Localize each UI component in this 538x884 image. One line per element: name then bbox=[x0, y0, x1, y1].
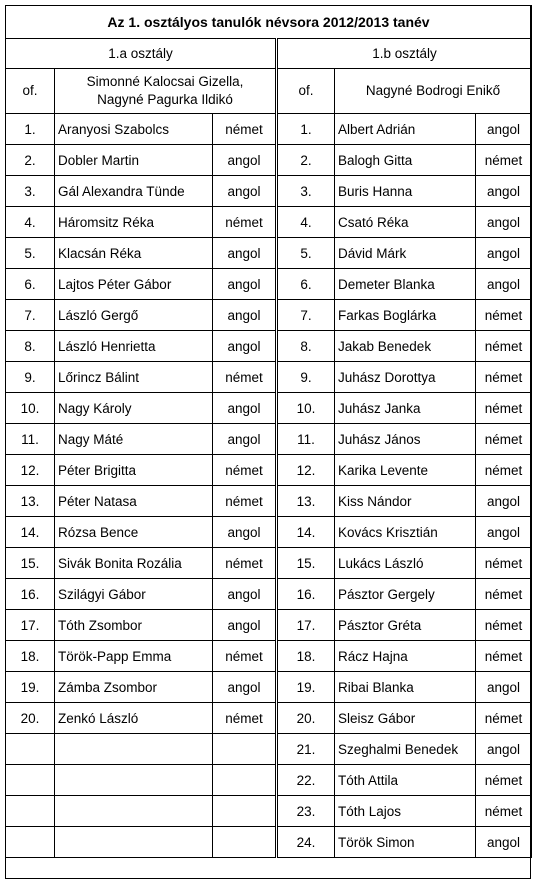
class-a-student-name bbox=[55, 734, 213, 765]
class-b-language: német bbox=[476, 610, 532, 641]
class-b-number: 12. bbox=[277, 455, 335, 486]
class-b-language: német bbox=[476, 300, 532, 331]
table-row bbox=[6, 455, 532, 486]
class-a-student-name: László Henrietta bbox=[55, 331, 213, 362]
class-b-language: német bbox=[476, 579, 532, 610]
class-a-student-name: Aranyosi Szabolcs bbox=[55, 114, 213, 145]
class-a-number: 3. bbox=[6, 176, 55, 207]
class-a-student-name: Péter Brigitta bbox=[55, 455, 213, 486]
class-b-student-name: Török Simon bbox=[335, 827, 476, 858]
class-b-number: 21. bbox=[277, 734, 335, 765]
class-b-student-name: Jakab Benedek bbox=[335, 331, 476, 362]
class-a-language: angol bbox=[213, 517, 277, 548]
class-a-language: német bbox=[213, 114, 277, 145]
class-a-student-name: Péter Natasa bbox=[55, 486, 213, 517]
class-a-number: 19. bbox=[6, 672, 55, 703]
class-b-number: 10. bbox=[277, 393, 335, 424]
class-b-number: 2. bbox=[277, 145, 335, 176]
class-a-language: német bbox=[213, 703, 277, 734]
class-b-student-name: Buris Hanna bbox=[335, 176, 476, 207]
table-row bbox=[6, 579, 532, 610]
table-row bbox=[6, 145, 532, 176]
class-a-number: 4. bbox=[6, 207, 55, 238]
class-a-number: 14. bbox=[6, 517, 55, 548]
class-b-student-name: Farkas Boglárka bbox=[335, 300, 476, 331]
class-a-language: német bbox=[213, 207, 277, 238]
class-a-number: 10. bbox=[6, 393, 55, 424]
class-b-number: 1. bbox=[277, 114, 335, 145]
class-b-number: 24. bbox=[277, 827, 335, 858]
class-a-student-name: Zenkó László bbox=[55, 703, 213, 734]
class-a-number bbox=[6, 765, 55, 796]
class-b-teacher: Nagyné Bodrogi Enikő bbox=[335, 69, 532, 114]
table-row bbox=[6, 114, 532, 145]
class-b-student-name: Lukács László bbox=[335, 548, 476, 579]
class-a-language: német bbox=[213, 641, 277, 672]
class-a-student-name bbox=[55, 765, 213, 796]
class-a-student-name: Háromsitz Réka bbox=[55, 207, 213, 238]
class-b-number-header: of. bbox=[277, 69, 335, 114]
class-b-language: német bbox=[476, 641, 532, 672]
class-b-language: angol bbox=[476, 238, 532, 269]
class-a-student-name bbox=[55, 827, 213, 858]
class-b-student-name: Rácz Hajna bbox=[335, 641, 476, 672]
class-a-student-name: Lőrincz Bálint bbox=[55, 362, 213, 393]
class-b-language: német bbox=[476, 145, 532, 176]
class-a-language: angol bbox=[213, 176, 277, 207]
class-a-language: német bbox=[213, 455, 277, 486]
class-b-number: 13. bbox=[277, 486, 335, 517]
class-a-number: 17. bbox=[6, 610, 55, 641]
table-row bbox=[6, 331, 532, 362]
class-a-language: angol bbox=[213, 300, 277, 331]
class-b-language: német bbox=[476, 796, 532, 827]
table-row bbox=[6, 765, 532, 796]
class-b-student-name: Tóth Lajos bbox=[335, 796, 476, 827]
table-row bbox=[6, 517, 532, 548]
class-a-language: német bbox=[213, 548, 277, 579]
class-b-student-name: Karika Levente bbox=[335, 455, 476, 486]
table-row bbox=[6, 796, 532, 827]
table-row bbox=[6, 827, 532, 858]
class-a-language bbox=[213, 827, 277, 858]
table-row bbox=[6, 269, 532, 300]
class-a-language: angol bbox=[213, 331, 277, 362]
class-b-language: angol bbox=[476, 734, 532, 765]
class-a-student-name: Török-Papp Emma bbox=[55, 641, 213, 672]
class-a-student-name: Klacsán Réka bbox=[55, 238, 213, 269]
table-row bbox=[6, 734, 532, 765]
class-b-number: 11. bbox=[277, 424, 335, 455]
class-a-language: német bbox=[213, 362, 277, 393]
class-a-language bbox=[213, 796, 277, 827]
class-a-number: 6. bbox=[6, 269, 55, 300]
class-a-student-name: Tóth Zsombor bbox=[55, 610, 213, 641]
table-row bbox=[6, 238, 532, 269]
table-row bbox=[6, 641, 532, 672]
class-a-student-name: Lajtos Péter Gábor bbox=[55, 269, 213, 300]
class-b-number: 19. bbox=[277, 672, 335, 703]
table-row bbox=[6, 207, 532, 238]
class-b-language: angol bbox=[476, 672, 532, 703]
class-roster-table bbox=[5, 5, 532, 858]
class-b-language: angol bbox=[476, 114, 532, 145]
class-b-student-name: Demeter Blanka bbox=[335, 269, 476, 300]
class-b-number: 8. bbox=[277, 331, 335, 362]
class-a-language: angol bbox=[213, 145, 277, 176]
table-row bbox=[6, 176, 532, 207]
class-a-student-name bbox=[55, 796, 213, 827]
class-a-number: 12. bbox=[6, 455, 55, 486]
class-b-student-name: Tóth Attila bbox=[335, 765, 476, 796]
class-a-language bbox=[213, 734, 277, 765]
class-a-student-name: Nagy Károly bbox=[55, 393, 213, 424]
class-b-language: angol bbox=[476, 517, 532, 548]
class-b-language: angol bbox=[476, 176, 532, 207]
class-b-student-name: Pásztor Gergely bbox=[335, 579, 476, 610]
class-b-student-name: Juhász Dorottya bbox=[335, 362, 476, 393]
class-a-student-name: Dobler Martin bbox=[55, 145, 213, 176]
class-b-language: angol bbox=[476, 827, 532, 858]
class-a-number: 20. bbox=[6, 703, 55, 734]
class-a-language: angol bbox=[213, 424, 277, 455]
class-b-number: 6. bbox=[277, 269, 335, 300]
class-a-number: 13. bbox=[6, 486, 55, 517]
class-b-language: német bbox=[476, 331, 532, 362]
class-a-language: angol bbox=[213, 238, 277, 269]
class-a-number bbox=[6, 796, 55, 827]
class-b-student-name: Albert Adrián bbox=[335, 114, 476, 145]
class-a-number: 18. bbox=[6, 641, 55, 672]
table-row bbox=[6, 300, 532, 331]
table-row bbox=[6, 393, 532, 424]
class-b-student-name: Juhász János bbox=[335, 424, 476, 455]
class-b-number: 22. bbox=[277, 765, 335, 796]
class-a-student-name: Rózsa Bence bbox=[55, 517, 213, 548]
table-row bbox=[6, 486, 532, 517]
table-row bbox=[6, 362, 532, 393]
class-b-student-name: Kovács Krisztián bbox=[335, 517, 476, 548]
class-a-number: 1. bbox=[6, 114, 55, 145]
class-b-language: német bbox=[476, 548, 532, 579]
class-b-heading: 1.b osztály bbox=[277, 39, 532, 69]
class-a-number: 11. bbox=[6, 424, 55, 455]
class-a-number: 9. bbox=[6, 362, 55, 393]
class-b-language: angol bbox=[476, 207, 532, 238]
class-a-language: angol bbox=[213, 269, 277, 300]
class-b-number: 5. bbox=[277, 238, 335, 269]
class-b-number: 20. bbox=[277, 703, 335, 734]
class-a-number: 15. bbox=[6, 548, 55, 579]
class-b-language: német bbox=[476, 424, 532, 455]
table-row bbox=[6, 672, 532, 703]
class-a-student-name: Szilágyi Gábor bbox=[55, 579, 213, 610]
class-b-student-name: Balogh Gitta bbox=[335, 145, 476, 176]
class-a-number: 16. bbox=[6, 579, 55, 610]
class-a-language: angol bbox=[213, 610, 277, 641]
class-b-number: 9. bbox=[277, 362, 335, 393]
class-a-student-name: László Gergő bbox=[55, 300, 213, 331]
class-a-language bbox=[213, 765, 277, 796]
class-a-number: 2. bbox=[6, 145, 55, 176]
class-a-student-name: Sivák Bonita Rozália bbox=[55, 548, 213, 579]
class-a-language: angol bbox=[213, 672, 277, 703]
class-b-number: 17. bbox=[277, 610, 335, 641]
class-b-language: német bbox=[476, 393, 532, 424]
class-a-number bbox=[6, 827, 55, 858]
class-b-student-name: Sleisz Gábor bbox=[335, 703, 476, 734]
class-b-number: 3. bbox=[277, 176, 335, 207]
class-a-language: angol bbox=[213, 393, 277, 424]
table-row bbox=[6, 610, 532, 641]
class-a-number bbox=[6, 734, 55, 765]
class-a-language: angol bbox=[213, 579, 277, 610]
class-b-language: német bbox=[476, 703, 532, 734]
class-a-number: 8. bbox=[6, 331, 55, 362]
class-a-teacher-line1: Simonné Kalocsai Gizella, bbox=[86, 74, 244, 89]
class-b-student-name: Dávid Márk bbox=[335, 238, 476, 269]
class-b-student-name: Pásztor Gréta bbox=[335, 610, 476, 641]
class-a-language: német bbox=[213, 486, 277, 517]
class-b-number: 15. bbox=[277, 548, 335, 579]
page-title: Az 1. osztályos tanulók névsora 2012/2013 tanév bbox=[6, 6, 532, 39]
class-b-student-name: Kiss Nándor bbox=[335, 486, 476, 517]
class-a-student-name: Nagy Máté bbox=[55, 424, 213, 455]
table-row bbox=[6, 424, 532, 455]
class-a-teacher-line2: Nagyné Pagurka Ildikó bbox=[97, 92, 233, 107]
class-a-heading: 1.a osztály bbox=[6, 39, 277, 69]
class-b-number: 4. bbox=[277, 207, 335, 238]
class-b-number: 7. bbox=[277, 300, 335, 331]
class-a-number-header: of. bbox=[6, 69, 55, 114]
table-row bbox=[6, 548, 532, 579]
class-b-student-name: Csató Réka bbox=[335, 207, 476, 238]
class-b-number: 14. bbox=[277, 517, 335, 548]
class-b-language: angol bbox=[476, 269, 532, 300]
class-a-student-name: Gál Alexandra Tünde bbox=[55, 176, 213, 207]
class-b-number: 23. bbox=[277, 796, 335, 827]
class-b-language: német bbox=[476, 455, 532, 486]
class-a-student-name: Zámba Zsombor bbox=[55, 672, 213, 703]
class-b-number: 16. bbox=[277, 579, 335, 610]
class-b-student-name: Ribai Blanka bbox=[335, 672, 476, 703]
class-b-number: 18. bbox=[277, 641, 335, 672]
class-a-number: 5. bbox=[6, 238, 55, 269]
table-row bbox=[6, 703, 532, 734]
class-b-language: német bbox=[476, 362, 532, 393]
class-b-student-name: Juhász Janka bbox=[335, 393, 476, 424]
class-a-teachers bbox=[55, 69, 277, 114]
class-b-student-name: Szeghalmi Benedek bbox=[335, 734, 476, 765]
class-a-number: 7. bbox=[6, 300, 55, 331]
class-b-language: angol bbox=[476, 486, 532, 517]
class-b-language: német bbox=[476, 765, 532, 796]
